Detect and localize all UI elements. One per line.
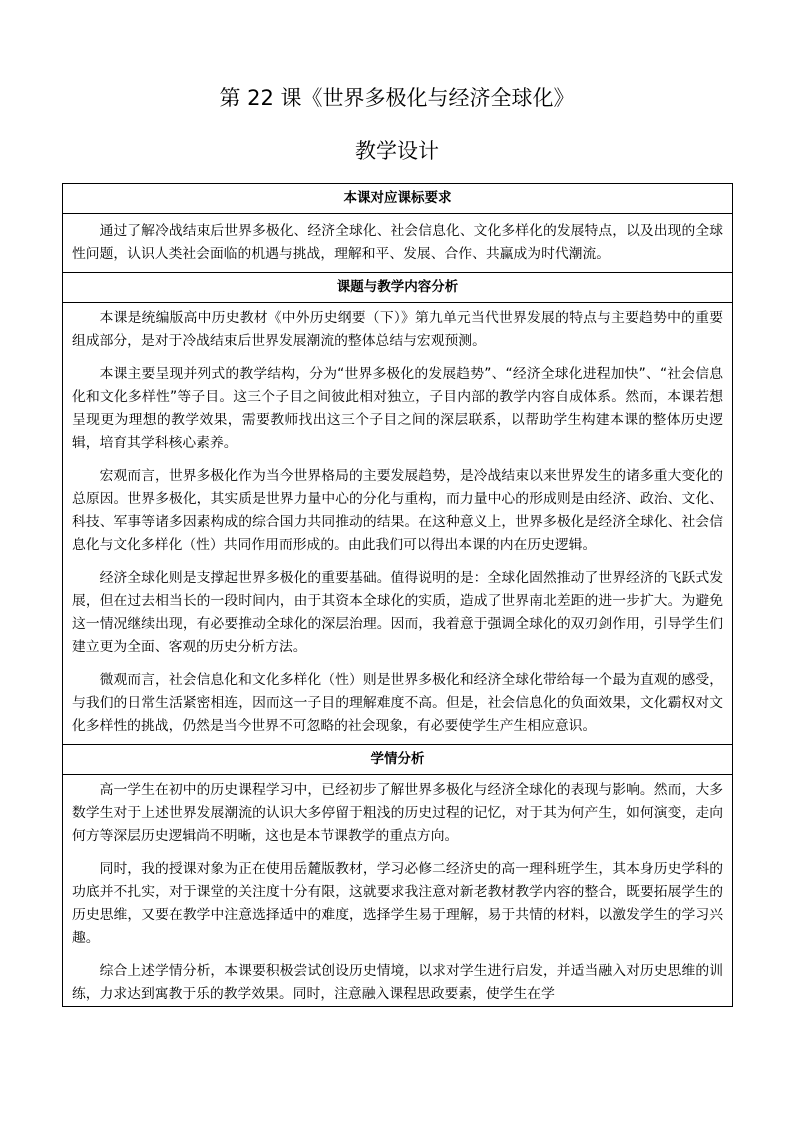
paragraph: 经济全球化则是支撑起世界多极化的重要基础。值得说明的是：全球化固然推动了世界经济的飞跃式发展，但在过去相当长的一段时间内，由于其资本全球化的实质，造成了世界南北差距的进一步扩大。为避免这一情况继续出现，有必要推动全球化的深层治理。因而，我着意于强调全球化的双刃剑作用，引导学生们建立更为全面、客观的历史分析方法。 <box>72 570 723 655</box>
paragraph: 本课主要呈现并列式的教学结构，分为“世界多极化的发展趋势”、“经济全球化进程加快”、“社会信息化和文化多样性”等子目。这三个子目之间彼此相对独立，子目内部的教学内容自成体系。然而，本课若想呈现更为理想的教学效果，需要教师找出这三个子目之间的深层联系，以帮助学生构建本课的整体历史逻辑，培育其学科核心素养。 <box>72 366 723 451</box>
document-subtitle: 教学设计 <box>355 139 439 163</box>
paragraph: 微观而言，社会信息化和文化多样化（性）则是世界多极化和经济全球化带给每一个最为直观的感受，与我们的日常生活紧密相连，因而这一子目的理解难度不高。但是，社会信息化的负面效果，文化霸权对文化多样性的挑战，仍然是当今世界不可忽略的社会现象，有必要使学生产生相应意识。 <box>72 672 723 734</box>
paragraph: 综合上述学情分析，本课要积极尝试创设历史情境，以求对学生进行启发，并适当融入对历史思维的训练，力求达到寓教于乐的教学效果。同时，注意融入课程思政要素，使学生在学 <box>72 963 723 1002</box>
paragraph: 同时，我的授课对象为正在使用岳麓版教材，学习必修二经济史的高一理科班学生，其本身历史学科的功底并不扎实，对于课堂的关注度十分有限，这就要求我注意对新老教材教学内容的整合，既要拓展学生的历史思维，又要在教学中注意选择适中的难度，选择学生易于理解，易于共情的材料，以激发学生的学习兴趣。 <box>72 861 723 946</box>
table-row <box>63 745 733 775</box>
paragraph: 宏观而言，世界多极化作为当今世界格局的主要发展趋势，是冷战结束以来世界发生的诸多重大变化的总原因。世界多极化，其实质是世界力量中心的分化与重构，而力量中心的形成则是由经济、政治、文化、科技、军事等诸多因素构成的综合国力共同推动的结果。在这种意义上，世界多极化是经济全球化、社会信息化与文化多样化（性）共同作用而形成的。由此我们可以得出本课的内在历史逻辑。 <box>72 468 723 553</box>
table-row <box>63 303 733 745</box>
document-title: 第 22 课《世界多极化与经济全球化》 <box>219 86 575 110</box>
paragraph: 本课是统编版高中历史教材《中外历史纲要（下）》第九单元当代世界发展的特点与主要趋势中的重要组成部分，是对于冷战结束后世界发展潮流的整体总结与宏观预测。 <box>72 310 723 349</box>
table-row <box>63 184 733 214</box>
paragraph: 通过了解冷战结束后世界多极化、经济全球化、社会信息化、文化多样化的发展特点，以及出现的全球性问题，认识人类社会面临的机遇与挑战，理解和平、发展、合作、共赢成为时代潮流。 <box>72 223 723 262</box>
section-content-student-analysis <box>63 775 733 1007</box>
section-heading-student-analysis: 学情分析 <box>63 745 733 775</box>
lesson-plan-table <box>62 183 733 1007</box>
table-row <box>63 214 733 273</box>
section-content-curriculum-standard <box>63 214 733 273</box>
section-heading-curriculum-standard: 本课对应课标要求 <box>63 184 733 214</box>
section-content-content-analysis <box>63 303 733 745</box>
table-row <box>63 775 733 1007</box>
section-heading-content-analysis: 课题与教学内容分析 <box>63 273 733 303</box>
table-row <box>63 273 733 303</box>
paragraph: 高一学生在初中的历史课程学习中，已经初步了解世界多极化与经济全球化的表现与影响。然而，大多数学生对于上述世界发展潮流的认识大多停留于粗浅的历史过程的记忆，对于其为何产生，如何演变，走向何方等深层历史逻辑尚不明晰，这也是本节课教学的重点方向。 <box>72 782 723 844</box>
